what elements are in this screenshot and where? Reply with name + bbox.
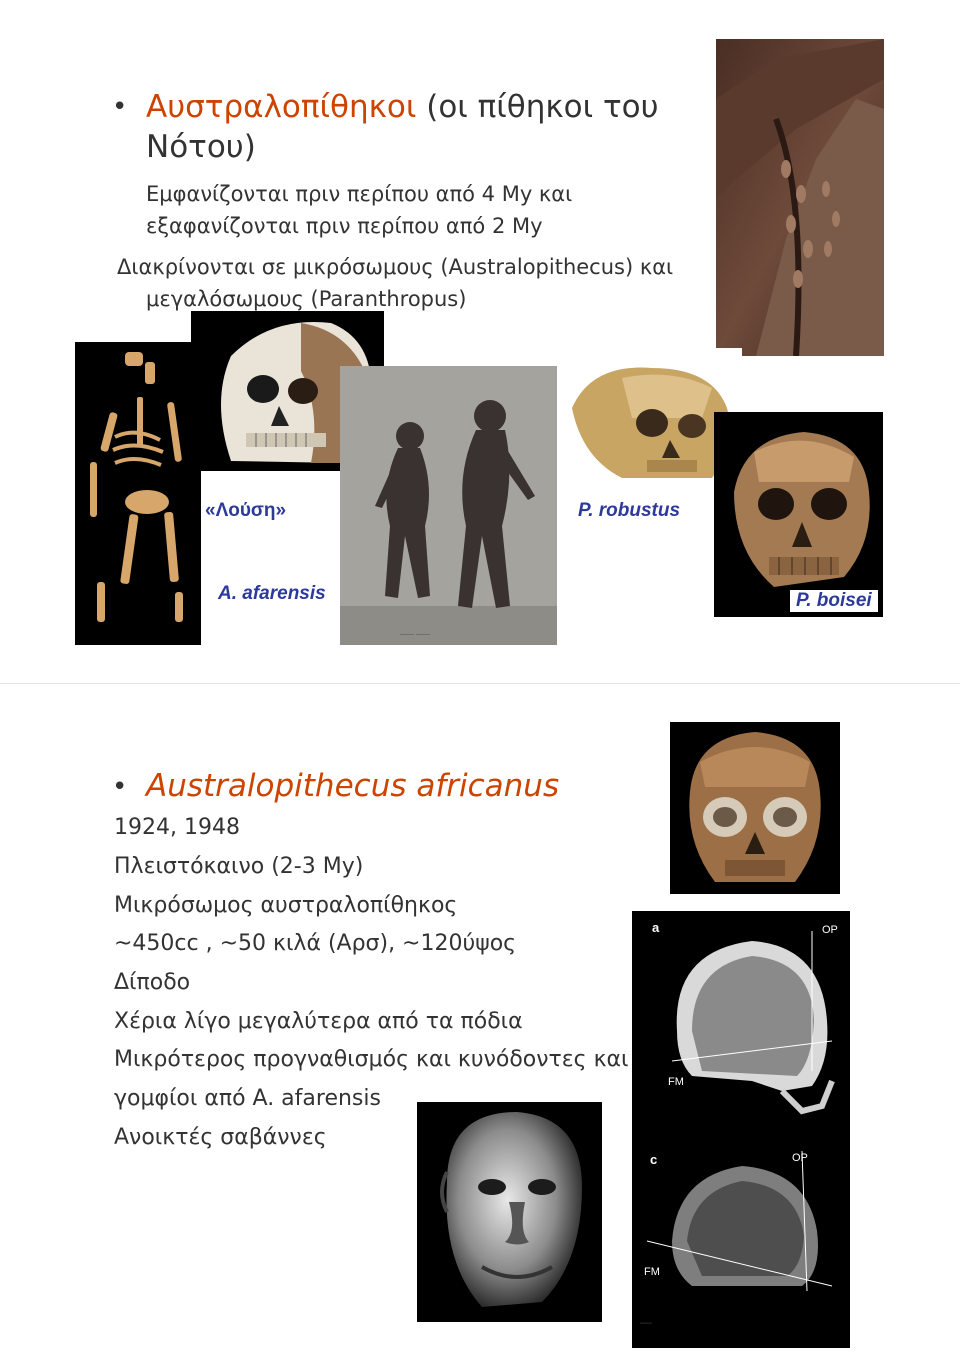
africanus-reconstruction-photo (417, 1102, 602, 1322)
text-line: Δίποδο (114, 970, 191, 995)
xray-label-fm-bottom: FM (644, 1266, 660, 1278)
svg-text:—— ——: —— —— (400, 631, 430, 638)
lucy-skeleton-photo (75, 342, 201, 645)
xray-label-c: c (650, 1152, 658, 1167)
text-line: ~450cc , ~50 κιλά (Αρσ), ~120ύψος (114, 931, 517, 956)
xray-label-op-top: OP (822, 924, 838, 936)
xray-skull-panel (632, 911, 850, 1348)
text-line: Μικρόσωμος αυστραλοπίθηκος (114, 893, 458, 918)
title-accent: Αυστραλοπίθηκοι (146, 89, 417, 125)
xray-label-a: a (652, 920, 660, 935)
title-line-2: Νότου) (146, 129, 256, 165)
bullet-icon: • (112, 92, 128, 122)
slide-1-title (146, 87, 666, 167)
text-line: γομφίοι από A. afarensis (114, 1086, 381, 1111)
taung-skull-photo (670, 722, 840, 894)
slide-1 (0, 0, 960, 680)
text-line: Μικρότερος προγναθισμός και κυνόδοντες και (114, 1047, 629, 1072)
text-line: 1924, 1948 (114, 815, 240, 840)
slide-2 (0, 684, 960, 1367)
footprints-photo (716, 39, 884, 356)
afarensis-caption: A. afarensis (218, 583, 326, 604)
svg-text:—: — (640, 1315, 652, 1329)
text-line: Διακρίνονται σε μικρόσωμους (Australopithecus) και (117, 255, 674, 279)
slide-2-title: Australopithecus africanus (146, 768, 560, 804)
text-line: Εμφανίζονται πριν περίπου από 4 My και (146, 182, 573, 206)
text-line: Ανοικτές σαβάννες (114, 1125, 327, 1150)
text-line: Πλειστόκαινο (2-3 My) (114, 854, 364, 879)
afarensis-reconstruction-photo (340, 366, 557, 645)
boisei-skull-photo (714, 412, 883, 617)
text-line: εξαφανίζονται πριν περίπου από 2 My (146, 214, 543, 238)
robustus-caption: P. robustus (578, 500, 681, 521)
text-line: μεγαλόσωμους (Paranthropus) (146, 287, 467, 311)
text-line: Χέρια λίγο μεγαλύτερα από τα πόδια (114, 1009, 523, 1034)
xray-label-fm-top: FM (668, 1076, 684, 1088)
title-rest: (οι πίθηκοι του (416, 89, 659, 125)
xray-label-op-bottom: OP (792, 1152, 808, 1164)
boisei-caption: P. boisei (790, 590, 878, 612)
bullet-icon: • (112, 772, 128, 802)
lucy-caption: «Λούση» (205, 500, 287, 521)
